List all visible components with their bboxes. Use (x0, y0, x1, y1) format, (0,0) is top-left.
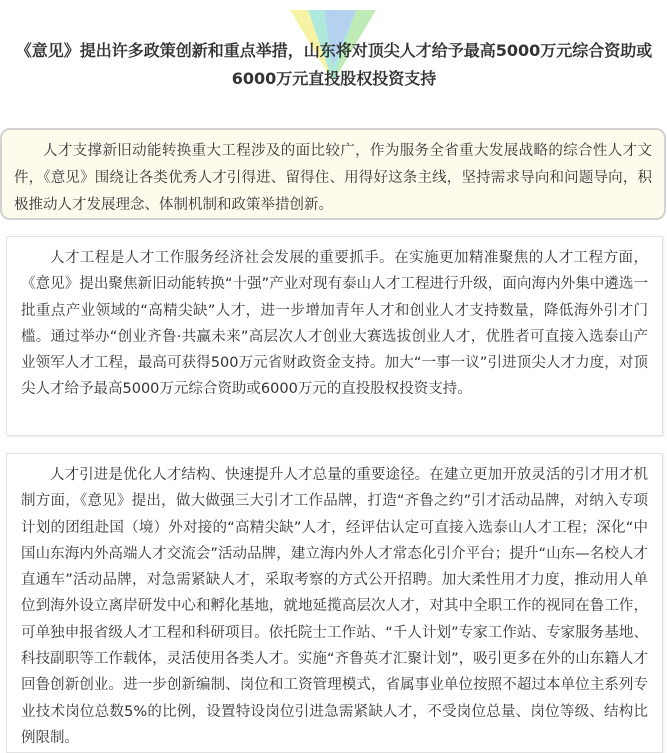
summary-text: 人才支撑新旧动能转换重大工程涉及的面比较广，作为服务全省重大发展战略的综合性人才文件，《意见》围绕让各类优秀人才引得进、留得住、用得好这条主线，坚持需求导向和问题导向，积极推动人才发展理念、体制机制和政策举措创新。 (14, 143, 652, 213)
paragraph-box-talent-projects (6, 236, 663, 436)
paragraph-text: 人才引进是优化人才结构、快速提升人才总量的重要途径。在建立更加开放灵活的引才用才机制方面，《意见》提出，做大做强三大引才工作品牌，打造“齐鲁之约”引才活动品牌，对纳入专项计划的团组赴国（境）外对接的“高精尖缺”人才，经评估认定可直接入选泰山人才工程；深化“中国山东海内外高端人才交流会”活动品牌，建立海内外人才常态化引介平台；提升“山东—名校人才直通车”活动品牌，对急需紧缺人才，采取考察的方式公开招聘。加大柔性用才力度，推动用人单位到海外设立离岸研发中心和孵化基地，就地延揽高层次人才，对其中全职工作的视同在鲁工作，可单独申报省级人才工程和科研项目。依托院士工作站、“千人计划”专家工作站、专家服务基地、科技副职等工作载体，灵活使用各类人才。实施“齐鲁英才汇聚计划”，吸引更多在外的山东籍人才回鲁创新创业。进一步创新编制、岗位和工资管理模式，省属事业单位按照不超过本单位主系列专业技术岗位总数5%的比例，设置特设岗位引进急需紧缺人才，不受岗位总量、岗位等级、结构比例限制。 (21, 467, 648, 746)
article-headline: 《意见》提出许多政策创新和重点举措，山东将对顶尖人才给予最高5000万元综合资助或6000万元直投股权投资支持 (15, 41, 653, 88)
paragraph-box-talent-introduction (6, 453, 663, 753)
paragraph-text: 人才工程是人才工作服务经济社会发展的重要抓手。在实施更加精准聚焦的人才工程方面，《意见》提出聚焦新旧动能转换“十强”产业对现有泰山人才工程进行升级，面向海内外集中遴选一批重点产业领域的“高精尖缺”人才，进一步增加青年人才和创业人才支持数量，降低海外引才门槛。通过举办“创业齐鲁·共赢未来”高层次人才创业大赛选拔创业人才，优胜者可直接入选泰山产业领军人才工程，最高可获得500万元省财政资金支持。加大“一事一议”引进顶尖人才力度，对顶尖人才给予最高5000万元综合资助或6000万元的直投股权投资支持。 (21, 250, 648, 398)
summary-box (0, 128, 666, 220)
